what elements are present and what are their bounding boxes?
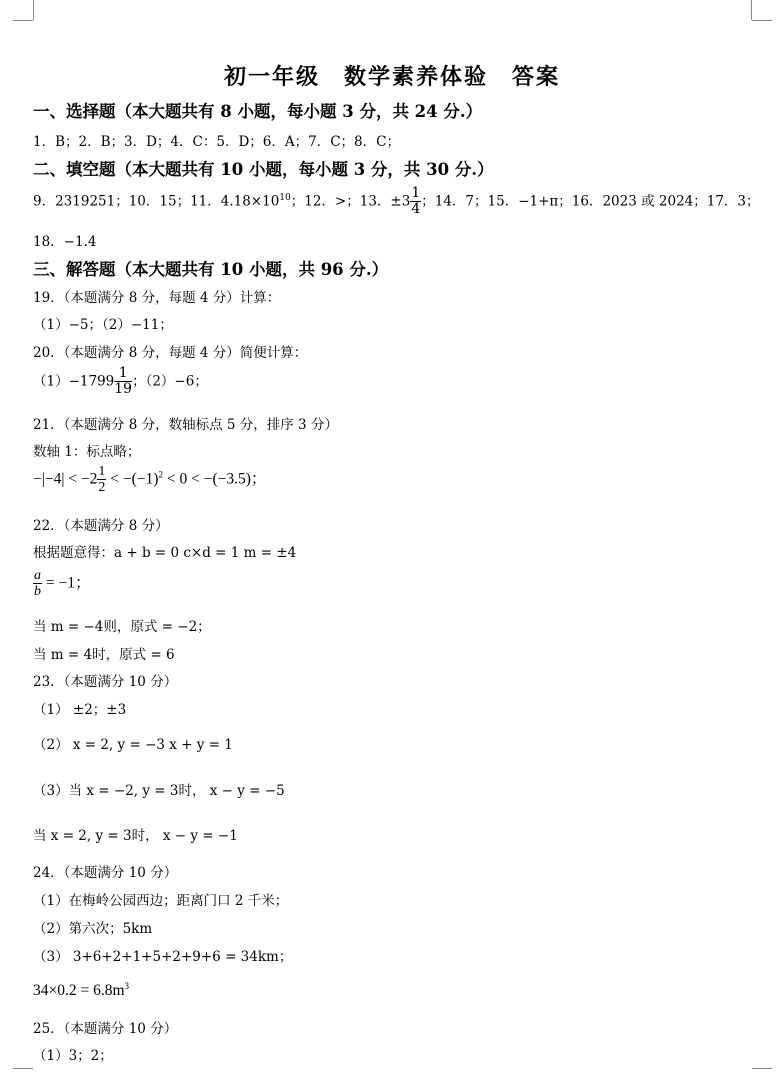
crop-mark-top-right-v xyxy=(751,0,752,20)
q21-part-a: −|−4| < −2 xyxy=(33,470,98,488)
crop-mark-top-left-h xyxy=(13,20,33,21)
fill-answers-line xyxy=(33,186,760,218)
q20-answer xyxy=(33,366,208,398)
q22-fraction-result: = −1； xyxy=(42,574,91,592)
q22-line-3: 当 m = −4则，原式 = −2； xyxy=(33,619,211,635)
q22-heading: 22．（本题满分 8 分） xyxy=(33,518,169,534)
page-title: 初一年级 数学素养体验 答案 xyxy=(223,64,560,90)
q21-part-b: < −(−1) xyxy=(106,470,159,488)
crop-mark-bottom-left-h xyxy=(13,1068,33,1069)
q25-line-1: （1）3；2； xyxy=(33,1048,113,1064)
fill-fraction xyxy=(410,186,421,218)
section-heading-fill: 二、填空题（本大题共有 10 小题，每小题 3 分，共 30 分.） xyxy=(33,160,494,179)
q22-line-4: 当 m = 4时，原式 = 6 xyxy=(33,647,175,663)
fraction-numerator: 1 xyxy=(98,464,106,479)
q22-line-2 xyxy=(33,568,90,600)
q25-heading: 25．（本题满分 10 分） xyxy=(33,1021,178,1037)
section-heading-solve: 三、解答题（本大题共有 10 小题，共 96 分.） xyxy=(33,260,389,279)
fraction-numerator: 1 xyxy=(411,185,421,201)
fraction-denominator: 19 xyxy=(114,381,133,398)
section-heading-choice: 一、选择题（本大题共有 8 小题，每小题 3 分，共 24 分.） xyxy=(33,102,483,121)
crop-mark-bottom-right-h xyxy=(752,1068,772,1069)
q23-line-4: 当 x = 2, y = 3时， x − y = −1 xyxy=(33,828,238,844)
q23-line-1: （1） ±2；±3 xyxy=(33,702,127,718)
crop-mark-top-left-v xyxy=(33,0,34,20)
q23-heading: 23．（本题满分 10 分） xyxy=(33,674,178,690)
q19-heading: 19．（本题满分 8 分，每题 4 分）计算： xyxy=(33,290,281,306)
fraction-denominator: 2 xyxy=(98,480,106,496)
q24-line-1: （1）在梅岭公园西边；距离门口 2 千米； xyxy=(33,893,289,909)
fill-answers-line-2: 18．−1.4 xyxy=(33,234,97,250)
q21-ordering xyxy=(33,464,266,496)
q22-fraction xyxy=(33,568,42,600)
q21-axis-note: 数轴 1：标点略； xyxy=(33,444,141,460)
fraction-numerator: 1 xyxy=(114,366,132,382)
choice-answers: 1．B；2．B；3．D；4．C：5．D；6．A；7．C；8．C； xyxy=(33,134,400,150)
q23-line-3: （3）当 x = −2, y = 3时， x − y = −5 xyxy=(33,783,285,799)
q24-line-2: （2）第六次；5km xyxy=(33,921,153,937)
fraction-denominator: 4 xyxy=(411,201,421,218)
q21-part-c: < 0 < −(−3.5)； xyxy=(162,470,267,488)
q21-heading: 21．（本题满分 8 分，数轴标点 5 分，排序 3 分） xyxy=(33,417,338,433)
q21-exponent: 2 xyxy=(158,469,163,480)
q24-line-3: （3） 3+6+2+1+5+2+9+6 = 34km； xyxy=(33,949,293,965)
q22-line-1: 根据题意得：a + b = 0 c×d = 1 m = ±4 xyxy=(33,545,297,561)
q20-heading: 20．（本题满分 8 分，每题 4 分）简便计算： xyxy=(33,345,308,361)
fraction-numerator: a xyxy=(34,568,41,583)
q24-line-4 xyxy=(33,981,129,1000)
q20-part-a: （1）−1799 xyxy=(33,373,115,390)
crop-mark-top-right-h xyxy=(752,20,772,21)
fill-part-b: ；12．>；13．±3 xyxy=(290,193,411,210)
q23-line-2: （2） x = 2, y = −3 x + y = 1 xyxy=(33,737,233,753)
fill-exponent: 10 xyxy=(279,192,291,203)
fill-part-a: 9．2319251；10．15；11．4.18×10 xyxy=(33,193,280,210)
fraction-denominator: b xyxy=(34,584,41,600)
q20-part-b: ；（2）−6； xyxy=(132,373,208,390)
q24-heading: 24．（本题满分 10 分） xyxy=(33,865,178,881)
q24-volume: 34×0.2 = 6.8m xyxy=(33,982,125,1000)
fill-part-d: ；14．7；15．−1+π；16．2023 或 2024；17．3； xyxy=(421,193,760,210)
q24-exponent: 3 xyxy=(124,981,130,991)
q19-answer: （1）−5；（2）−11； xyxy=(33,317,173,333)
q20-fraction xyxy=(114,366,132,398)
